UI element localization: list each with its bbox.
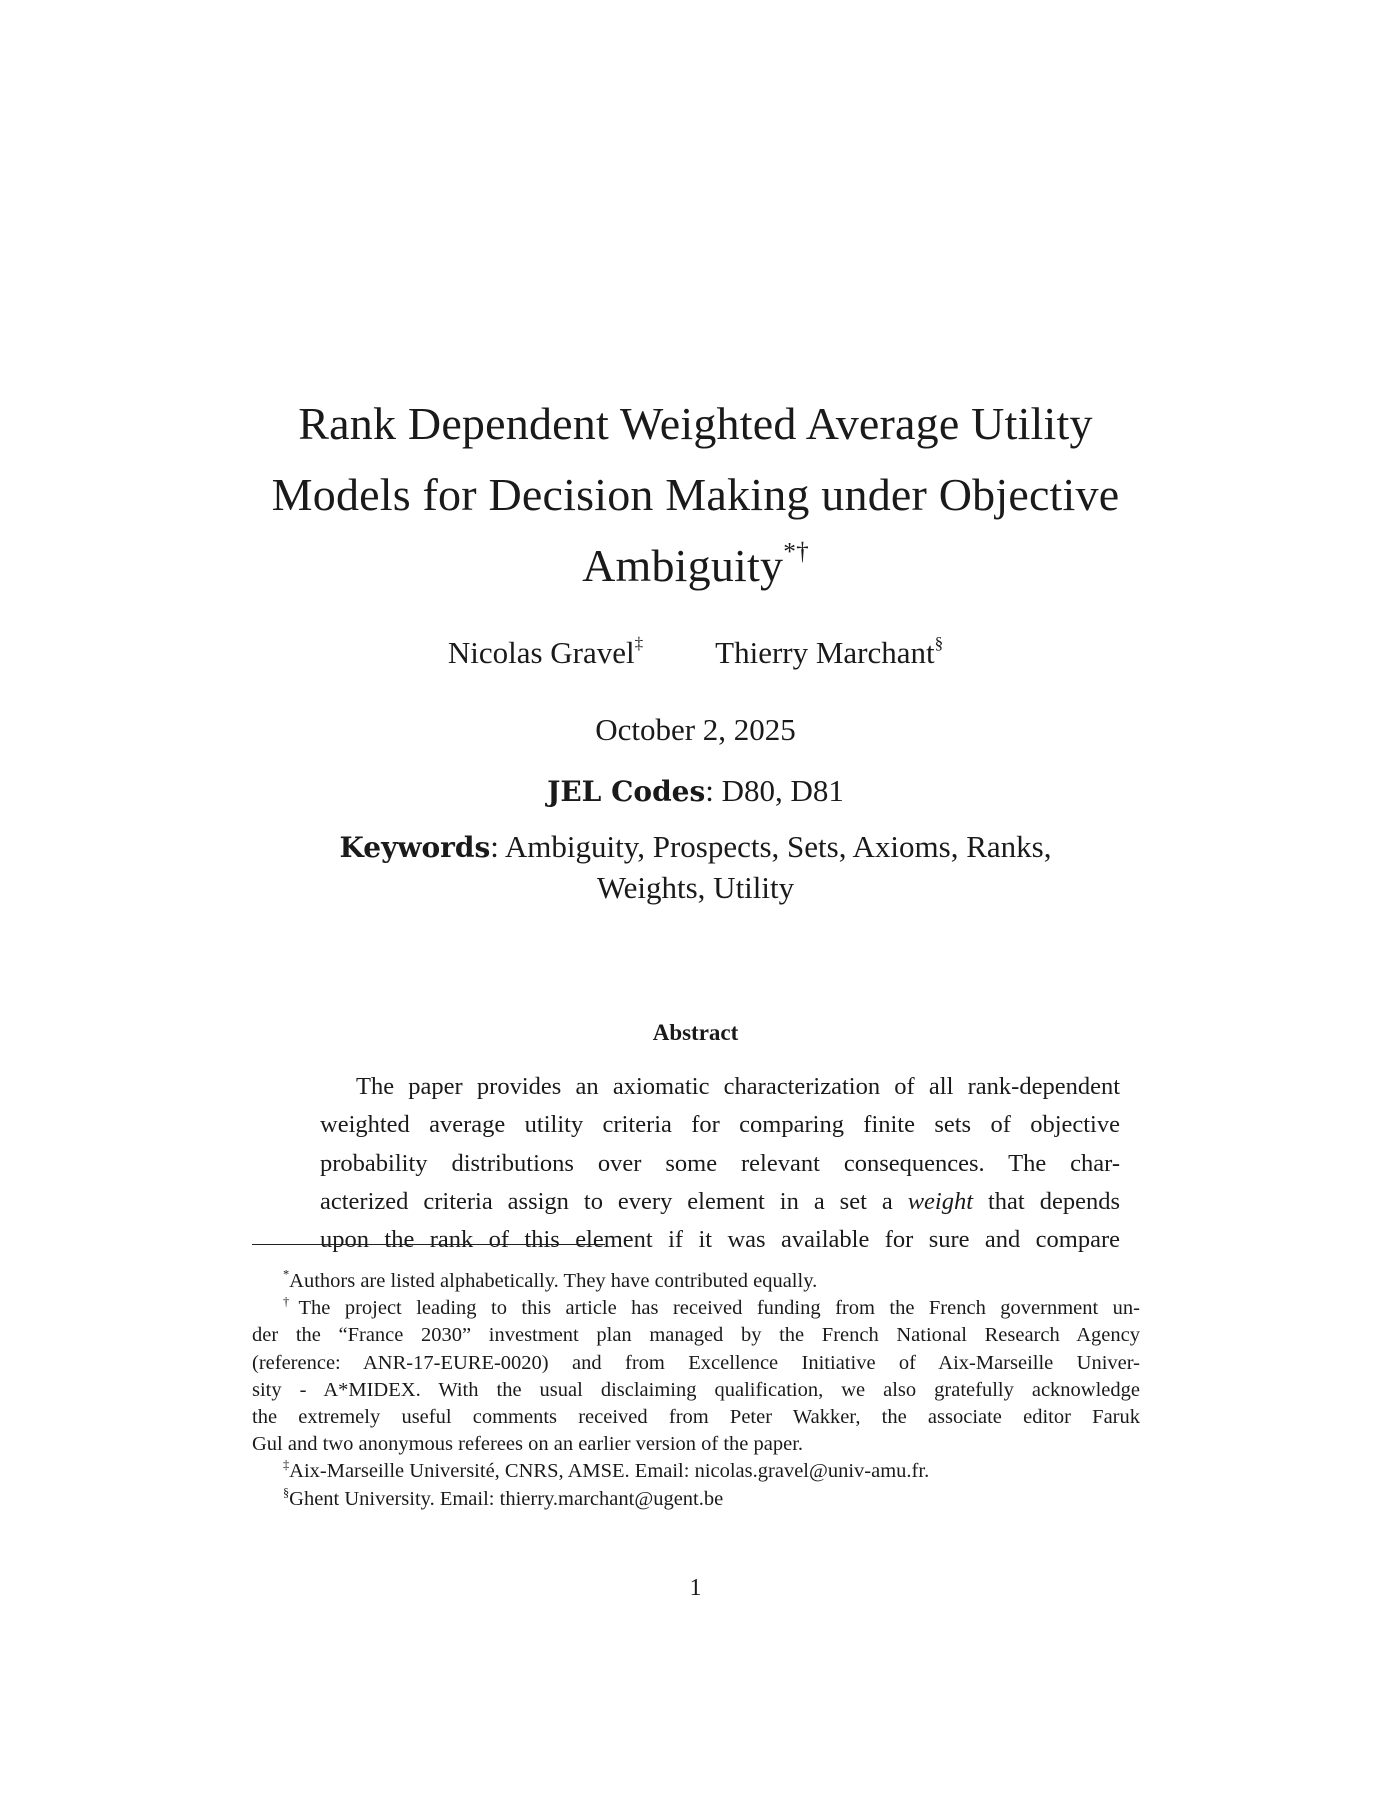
keywords-label: Keywords	[339, 831, 491, 864]
footnote-authors-order	[252, 1268, 1140, 1295]
abstract-line: The paper provides an axiomatic characterization of all rank-dependent	[356, 1073, 1120, 1100]
title-line-2: Models for Decision Making under Objective	[271, 469, 1120, 520]
abstract-emphasis-weight: weight	[907, 1187, 974, 1215]
author-footnote-mark: ‡	[634, 633, 644, 653]
footnote-funding-line	[252, 1295, 1140, 1322]
page-number: 1	[689, 1575, 702, 1601]
jel-sep: :	[705, 773, 714, 808]
title-line-1: Rank Dependent Weighted Average Utility	[298, 398, 1093, 449]
title-line-3-text: Ambiguity	[582, 540, 784, 591]
footnotes	[252, 1268, 1140, 1513]
jel-value: D80, D81	[713, 773, 844, 808]
author-name: Thierry Marchant	[715, 635, 935, 670]
title-line-3	[0, 530, 1391, 601]
jel-codes	[0, 771, 1391, 812]
footnote-funding-line: sity - A*MIDEX. With the usual disclaiming qualification, we also gratefully acknowledge	[252, 1378, 1140, 1401]
footnote-gravel-affiliation	[252, 1458, 1140, 1485]
footnote-funding-line: (reference: ANR-17-EURE-0020) and from Excellence Initiative of Aix-Marseille Univer-	[252, 1351, 1140, 1374]
author-gravel	[448, 633, 643, 673]
abstract-line-4-start: acterized criteria assign to every element in a set a	[320, 1187, 893, 1215]
keywords-values-1: Ambiguity, Prospects, Sets, Axioms, Ranks,	[498, 829, 1052, 864]
abstract-line	[320, 1183, 1120, 1221]
abstract-line: probability distributions over some relevant consequences. The char-	[320, 1149, 1120, 1177]
author-marchant	[715, 633, 943, 673]
abstract-heading: Abstract	[652, 1020, 739, 1045]
footnote-text: Authors are listed alphabetically. They have contributed equally.	[289, 1270, 818, 1292]
title-footnote-marks: *†	[783, 537, 809, 566]
footnote-mark: †	[283, 1294, 299, 1309]
author-name: Nicolas Gravel	[447, 635, 635, 670]
footnote-marchant-affiliation	[252, 1486, 1140, 1513]
footnote-text: Ghent University. Email: thierry.marchant@ugent.be	[289, 1487, 724, 1510]
footnote-mark: *	[283, 1267, 290, 1282]
paper-title	[0, 388, 1391, 601]
footnote-rule	[252, 1244, 605, 1245]
keywords-sep: :	[490, 829, 499, 864]
author-list	[0, 633, 1391, 673]
paper-date: October 2, 2025	[595, 712, 796, 747]
abstract-body	[320, 1068, 1120, 1259]
keywords-line-2: Weights, Utility	[596, 870, 795, 905]
keywords	[0, 827, 1391, 908]
footnote-funding-line: the extremely useful comments received from Peter Wakker, the associate editor Faruk	[252, 1406, 1140, 1429]
abstract-line-4-end: that depends	[973, 1187, 1120, 1215]
footnote-funding-line: der the “France 2030” investment plan managed by the French National Research Agency	[252, 1324, 1140, 1347]
footnote-mark: ‡	[283, 1457, 290, 1472]
abstract-line: weighted average utility criteria for comparing finite sets of objective	[320, 1111, 1120, 1139]
footnote-mark: §	[283, 1485, 290, 1500]
footnote-text: Aix-Marseille Université, CNRS, AMSE. Email: nicolas.gravel@univ-amu.fr.	[289, 1460, 930, 1483]
author-footnote-mark: §	[934, 633, 944, 653]
footnote-funding-line: Gul and two anonymous referees on an earlier version of the paper.	[252, 1433, 804, 1456]
keywords-line-1	[0, 827, 1391, 868]
abstract-line: upon the rank of this element if it was available for sure and compare	[320, 1226, 1120, 1254]
jel-label: JEL Codes	[547, 775, 706, 808]
footnote-text: The project leading to this article has received funding from the French government un-	[298, 1297, 1140, 1320]
